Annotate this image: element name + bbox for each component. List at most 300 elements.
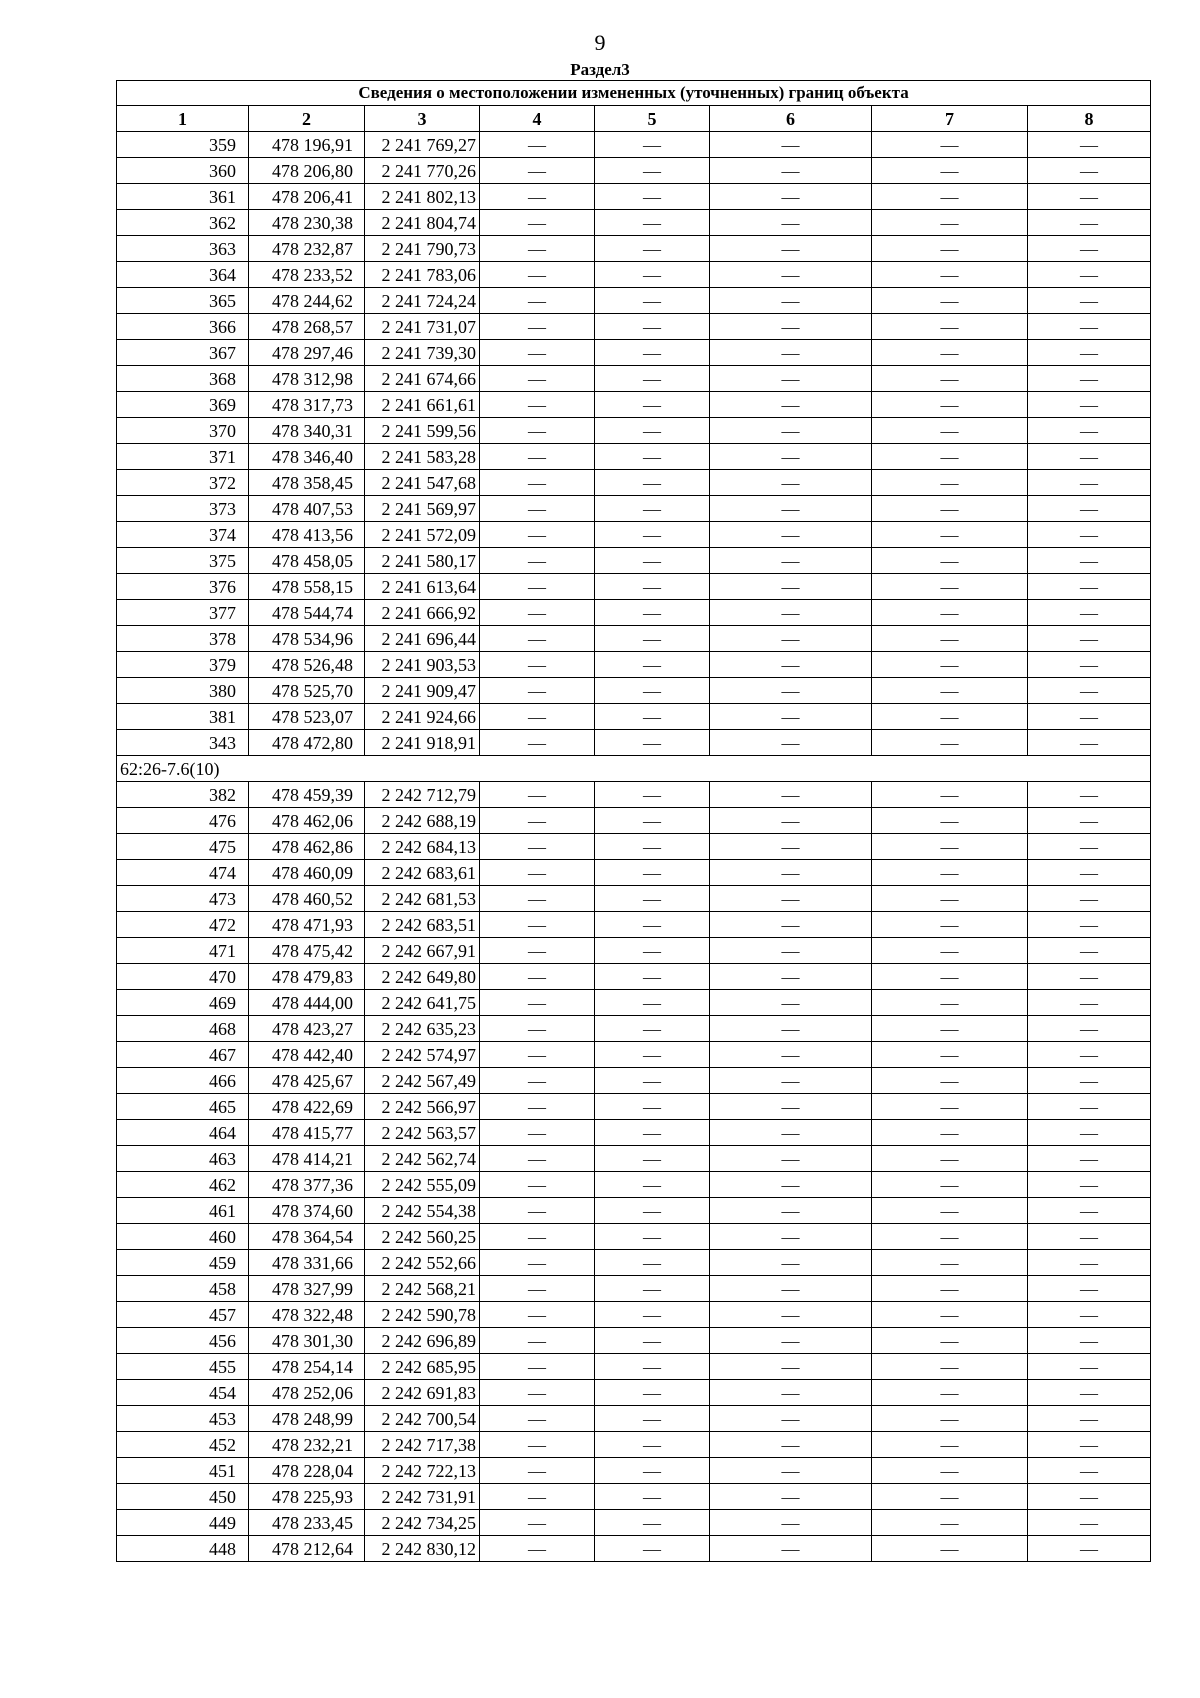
x-coordinate-cell: 478 233,45	[249, 1510, 365, 1536]
empty-value-dash: —	[595, 548, 710, 574]
point-number-cell: 455	[117, 1354, 249, 1380]
empty-value-dash: —	[710, 418, 872, 444]
point-number-cell: 451	[117, 1458, 249, 1484]
empty-value-dash: —	[595, 132, 710, 158]
y-coordinate-cell: 2 242 696,89	[365, 1328, 480, 1354]
empty-value-dash: —	[1028, 1536, 1151, 1562]
empty-value-dash: —	[872, 652, 1028, 678]
empty-value-dash: —	[872, 314, 1028, 340]
point-number-cell: 460	[117, 1224, 249, 1250]
empty-value-dash: —	[480, 1172, 595, 1198]
empty-value-dash: —	[710, 262, 872, 288]
point-number-cell: 473	[117, 886, 249, 912]
point-number-cell: 465	[117, 1094, 249, 1120]
point-number-cell: 362	[117, 210, 249, 236]
y-coordinate-cell: 2 242 712,79	[365, 782, 480, 808]
empty-value-dash: —	[595, 496, 710, 522]
empty-value-dash: —	[480, 1094, 595, 1120]
column-header: 8	[1028, 106, 1151, 132]
empty-value-dash: —	[595, 1432, 710, 1458]
empty-value-dash: —	[872, 1120, 1028, 1146]
empty-value-dash: —	[480, 1432, 595, 1458]
empty-value-dash: —	[872, 288, 1028, 314]
empty-value-dash: —	[480, 574, 595, 600]
empty-value-dash: —	[1028, 626, 1151, 652]
empty-value-dash: —	[1028, 1510, 1151, 1536]
x-coordinate-cell: 478 248,99	[249, 1406, 365, 1432]
x-coordinate-cell: 478 425,67	[249, 1068, 365, 1094]
empty-value-dash: —	[1028, 860, 1151, 886]
point-number-cell: 373	[117, 496, 249, 522]
x-coordinate-cell: 478 212,64	[249, 1536, 365, 1562]
x-coordinate-cell: 478 312,98	[249, 366, 365, 392]
empty-value-dash: —	[710, 652, 872, 678]
empty-value-dash: —	[480, 600, 595, 626]
y-coordinate-cell: 2 241 547,68	[365, 470, 480, 496]
empty-value-dash: —	[872, 1250, 1028, 1276]
empty-value-dash: —	[710, 1146, 872, 1172]
x-coordinate-cell: 478 364,54	[249, 1224, 365, 1250]
empty-value-dash: —	[595, 1484, 710, 1510]
empty-value-dash: —	[710, 1510, 872, 1536]
empty-value-dash: —	[1028, 1094, 1151, 1120]
x-coordinate-cell: 478 254,14	[249, 1354, 365, 1380]
column-header: 5	[595, 106, 710, 132]
y-coordinate-cell: 2 242 649,80	[365, 964, 480, 990]
y-coordinate-cell: 2 242 574,97	[365, 1042, 480, 1068]
empty-value-dash: —	[710, 626, 872, 652]
empty-value-dash: —	[595, 1458, 710, 1484]
empty-value-dash: —	[1028, 288, 1151, 314]
empty-value-dash: —	[872, 704, 1028, 730]
point-number-cell: 361	[117, 184, 249, 210]
empty-value-dash: —	[710, 1224, 872, 1250]
table-row	[117, 912, 1151, 938]
point-number-cell: 457	[117, 1302, 249, 1328]
empty-value-dash: —	[480, 860, 595, 886]
empty-value-dash: —	[595, 730, 710, 756]
empty-value-dash: —	[1028, 912, 1151, 938]
y-coordinate-cell: 2 242 566,97	[365, 1094, 480, 1120]
point-number-cell: 381	[117, 704, 249, 730]
y-coordinate-cell: 2 242 641,75	[365, 990, 480, 1016]
empty-value-dash: —	[480, 1380, 595, 1406]
empty-value-dash: —	[1028, 392, 1151, 418]
empty-value-dash: —	[595, 522, 710, 548]
table-row	[117, 730, 1151, 756]
empty-value-dash: —	[872, 1354, 1028, 1380]
empty-value-dash: —	[1028, 1042, 1151, 1068]
empty-value-dash: —	[480, 262, 595, 288]
empty-value-dash: —	[1028, 834, 1151, 860]
table-row	[117, 340, 1151, 366]
empty-value-dash: —	[480, 1042, 595, 1068]
empty-value-dash: —	[480, 1510, 595, 1536]
x-coordinate-cell: 478 327,99	[249, 1276, 365, 1302]
empty-value-dash: —	[480, 808, 595, 834]
point-number-cell: 364	[117, 262, 249, 288]
empty-value-dash: —	[710, 1536, 872, 1562]
empty-value-dash: —	[595, 782, 710, 808]
empty-value-dash: —	[1028, 1406, 1151, 1432]
empty-value-dash: —	[595, 886, 710, 912]
empty-value-dash: —	[595, 1276, 710, 1302]
table-row	[117, 808, 1151, 834]
empty-value-dash: —	[480, 1016, 595, 1042]
empty-value-dash: —	[595, 1354, 710, 1380]
empty-value-dash: —	[710, 1120, 872, 1146]
table-row	[117, 1276, 1151, 1302]
empty-value-dash: —	[872, 1432, 1028, 1458]
empty-value-dash: —	[1028, 600, 1151, 626]
empty-value-dash: —	[710, 834, 872, 860]
empty-value-dash: —	[1028, 522, 1151, 548]
y-coordinate-cell: 2 242 685,95	[365, 1354, 480, 1380]
point-number-cell: 456	[117, 1328, 249, 1354]
point-number-cell: 382	[117, 782, 249, 808]
point-number-cell: 454	[117, 1380, 249, 1406]
empty-value-dash: —	[480, 1458, 595, 1484]
column-header: 1	[117, 106, 249, 132]
empty-value-dash: —	[710, 912, 872, 938]
x-coordinate-cell: 478 407,53	[249, 496, 365, 522]
y-coordinate-cell: 2 241 572,09	[365, 522, 480, 548]
empty-value-dash: —	[710, 1068, 872, 1094]
empty-value-dash: —	[1028, 1016, 1151, 1042]
empty-value-dash: —	[1028, 808, 1151, 834]
empty-value-dash: —	[872, 990, 1028, 1016]
empty-value-dash: —	[872, 938, 1028, 964]
y-coordinate-cell: 2 241 613,64	[365, 574, 480, 600]
x-coordinate-cell: 478 244,62	[249, 288, 365, 314]
empty-value-dash: —	[710, 366, 872, 392]
column-header: 2	[249, 106, 365, 132]
x-coordinate-cell: 478 297,46	[249, 340, 365, 366]
empty-value-dash: —	[480, 1068, 595, 1094]
empty-value-dash: —	[595, 1068, 710, 1094]
empty-value-dash: —	[872, 1458, 1028, 1484]
empty-value-dash: —	[1028, 314, 1151, 340]
x-coordinate-cell: 478 415,77	[249, 1120, 365, 1146]
empty-value-dash: —	[595, 1406, 710, 1432]
empty-value-dash: —	[480, 886, 595, 912]
point-number-cell: 464	[117, 1120, 249, 1146]
empty-value-dash: —	[710, 548, 872, 574]
point-number-cell: 367	[117, 340, 249, 366]
y-coordinate-cell: 2 242 635,23	[365, 1016, 480, 1042]
x-coordinate-cell: 478 459,39	[249, 782, 365, 808]
empty-value-dash: —	[1028, 366, 1151, 392]
empty-value-dash: —	[595, 938, 710, 964]
x-coordinate-cell: 478 423,27	[249, 1016, 365, 1042]
empty-value-dash: —	[710, 1354, 872, 1380]
x-coordinate-cell: 478 534,96	[249, 626, 365, 652]
point-number-cell: 380	[117, 678, 249, 704]
table-row	[117, 548, 1151, 574]
empty-value-dash: —	[1028, 1172, 1151, 1198]
empty-value-dash: —	[872, 1276, 1028, 1302]
x-coordinate-cell: 478 233,52	[249, 262, 365, 288]
empty-value-dash: —	[595, 1302, 710, 1328]
y-coordinate-cell: 2 242 667,91	[365, 938, 480, 964]
x-coordinate-cell: 478 252,06	[249, 1380, 365, 1406]
point-number-cell: 467	[117, 1042, 249, 1068]
empty-value-dash: —	[1028, 418, 1151, 444]
empty-value-dash: —	[872, 1328, 1028, 1354]
empty-value-dash: —	[710, 1380, 872, 1406]
y-coordinate-cell: 2 242 568,21	[365, 1276, 480, 1302]
empty-value-dash: —	[710, 496, 872, 522]
y-coordinate-cell: 2 241 909,47	[365, 678, 480, 704]
empty-value-dash: —	[480, 210, 595, 236]
point-number-cell: 452	[117, 1432, 249, 1458]
table-row	[117, 1146, 1151, 1172]
table-row	[117, 236, 1151, 262]
table-group-row	[117, 756, 1151, 782]
empty-value-dash: —	[480, 470, 595, 496]
empty-value-dash: —	[1028, 938, 1151, 964]
table-caption: Сведения о местоположении измененных (уточненных) границ объекта	[117, 81, 1151, 106]
table-row	[117, 834, 1151, 860]
point-number-cell: 466	[117, 1068, 249, 1094]
empty-value-dash: —	[1028, 1146, 1151, 1172]
y-coordinate-cell: 2 241 599,56	[365, 418, 480, 444]
table-caption-row	[117, 81, 1151, 106]
x-coordinate-cell: 478 414,21	[249, 1146, 365, 1172]
empty-value-dash: —	[710, 444, 872, 470]
point-number-cell: 461	[117, 1198, 249, 1224]
empty-value-dash: —	[595, 860, 710, 886]
x-coordinate-cell: 478 422,69	[249, 1094, 365, 1120]
empty-value-dash: —	[710, 1302, 872, 1328]
empty-value-dash: —	[710, 184, 872, 210]
empty-value-dash: —	[595, 1042, 710, 1068]
y-coordinate-cell: 2 241 790,73	[365, 236, 480, 262]
empty-value-dash: —	[710, 1042, 872, 1068]
empty-value-dash: —	[872, 444, 1028, 470]
empty-value-dash: —	[872, 1406, 1028, 1432]
empty-value-dash: —	[595, 1536, 710, 1562]
empty-value-dash: —	[595, 678, 710, 704]
empty-value-dash: —	[710, 1172, 872, 1198]
empty-value-dash: —	[710, 1328, 872, 1354]
empty-value-dash: —	[710, 938, 872, 964]
point-number-cell: 450	[117, 1484, 249, 1510]
empty-value-dash: —	[595, 1198, 710, 1224]
point-number-cell: 377	[117, 600, 249, 626]
y-coordinate-cell: 2 241 739,30	[365, 340, 480, 366]
empty-value-dash: —	[480, 1302, 595, 1328]
empty-value-dash: —	[480, 1276, 595, 1302]
empty-value-dash: —	[480, 626, 595, 652]
empty-value-dash: —	[480, 1484, 595, 1510]
empty-value-dash: —	[1028, 964, 1151, 990]
point-number-cell: 476	[117, 808, 249, 834]
empty-value-dash: —	[872, 1198, 1028, 1224]
point-number-cell: 469	[117, 990, 249, 1016]
empty-value-dash: —	[595, 1510, 710, 1536]
point-number-cell: 375	[117, 548, 249, 574]
point-number-cell: 371	[117, 444, 249, 470]
empty-value-dash: —	[595, 574, 710, 600]
empty-value-dash: —	[480, 990, 595, 1016]
x-coordinate-cell: 478 232,21	[249, 1432, 365, 1458]
point-number-cell: 379	[117, 652, 249, 678]
empty-value-dash: —	[710, 1250, 872, 1276]
x-coordinate-cell: 478 479,83	[249, 964, 365, 990]
x-coordinate-cell: 478 232,87	[249, 236, 365, 262]
x-coordinate-cell: 478 525,70	[249, 678, 365, 704]
y-coordinate-cell: 2 242 554,38	[365, 1198, 480, 1224]
x-coordinate-cell: 478 462,06	[249, 808, 365, 834]
x-coordinate-cell: 478 413,56	[249, 522, 365, 548]
table-row	[117, 1328, 1151, 1354]
table-header-row	[117, 106, 1151, 132]
table-row	[117, 860, 1151, 886]
table-row	[117, 990, 1151, 1016]
empty-value-dash: —	[595, 314, 710, 340]
empty-value-dash: —	[595, 236, 710, 262]
empty-value-dash: —	[1028, 730, 1151, 756]
empty-value-dash: —	[710, 860, 872, 886]
empty-value-dash: —	[1028, 158, 1151, 184]
empty-value-dash: —	[1028, 1380, 1151, 1406]
empty-value-dash: —	[480, 1224, 595, 1250]
empty-value-dash: —	[1028, 886, 1151, 912]
point-number-cell: 458	[117, 1276, 249, 1302]
empty-value-dash: —	[595, 964, 710, 990]
empty-value-dash: —	[1028, 990, 1151, 1016]
x-coordinate-cell: 478 346,40	[249, 444, 365, 470]
table-row	[117, 1458, 1151, 1484]
table-row	[117, 1172, 1151, 1198]
table-row	[117, 366, 1151, 392]
empty-value-dash: —	[480, 392, 595, 418]
empty-value-dash: —	[872, 470, 1028, 496]
empty-value-dash: —	[710, 964, 872, 990]
empty-value-dash: —	[872, 678, 1028, 704]
x-coordinate-cell: 478 377,36	[249, 1172, 365, 1198]
point-number-cell: 463	[117, 1146, 249, 1172]
empty-value-dash: —	[710, 886, 872, 912]
empty-value-dash: —	[872, 1172, 1028, 1198]
empty-value-dash: —	[1028, 1328, 1151, 1354]
x-coordinate-cell: 478 444,00	[249, 990, 365, 1016]
empty-value-dash: —	[595, 366, 710, 392]
table-row	[117, 496, 1151, 522]
empty-value-dash: —	[872, 210, 1028, 236]
empty-value-dash: —	[1028, 652, 1151, 678]
y-coordinate-cell: 2 241 661,61	[365, 392, 480, 418]
empty-value-dash: —	[1028, 1198, 1151, 1224]
empty-value-dash: —	[872, 548, 1028, 574]
empty-value-dash: —	[480, 444, 595, 470]
empty-value-dash: —	[872, 1068, 1028, 1094]
y-coordinate-cell: 2 242 552,66	[365, 1250, 480, 1276]
empty-value-dash: —	[480, 912, 595, 938]
x-coordinate-cell: 478 225,93	[249, 1484, 365, 1510]
y-coordinate-cell: 2 242 560,25	[365, 1224, 480, 1250]
empty-value-dash: —	[480, 158, 595, 184]
empty-value-dash: —	[872, 262, 1028, 288]
table-row	[117, 184, 1151, 210]
empty-value-dash: —	[595, 1250, 710, 1276]
empty-value-dash: —	[710, 730, 872, 756]
point-number-cell: 468	[117, 1016, 249, 1042]
empty-value-dash: —	[595, 444, 710, 470]
y-coordinate-cell: 2 241 731,07	[365, 314, 480, 340]
table-row	[117, 1536, 1151, 1562]
empty-value-dash: —	[710, 314, 872, 340]
empty-value-dash: —	[872, 132, 1028, 158]
point-number-cell: 474	[117, 860, 249, 886]
x-coordinate-cell: 478 206,41	[249, 184, 365, 210]
table-row	[117, 132, 1151, 158]
point-number-cell: 462	[117, 1172, 249, 1198]
y-coordinate-cell: 2 241 769,27	[365, 132, 480, 158]
x-coordinate-cell: 478 526,48	[249, 652, 365, 678]
y-coordinate-cell: 2 241 804,74	[365, 210, 480, 236]
y-coordinate-cell: 2 241 802,13	[365, 184, 480, 210]
y-coordinate-cell: 2 241 724,24	[365, 288, 480, 314]
empty-value-dash: —	[872, 1380, 1028, 1406]
table-row	[117, 288, 1151, 314]
empty-value-dash: —	[710, 470, 872, 496]
empty-value-dash: —	[1028, 1068, 1151, 1094]
empty-value-dash: —	[872, 392, 1028, 418]
section-title: Раздел3	[570, 60, 630, 79]
empty-value-dash: —	[710, 288, 872, 314]
empty-value-dash: —	[872, 808, 1028, 834]
y-coordinate-cell: 2 241 696,44	[365, 626, 480, 652]
y-coordinate-cell: 2 241 666,92	[365, 600, 480, 626]
point-number-cell: 363	[117, 236, 249, 262]
point-number-cell: 372	[117, 470, 249, 496]
x-coordinate-cell: 478 340,31	[249, 418, 365, 444]
empty-value-dash: —	[1028, 340, 1151, 366]
empty-value-dash: —	[480, 184, 595, 210]
empty-value-dash: —	[1028, 470, 1151, 496]
empty-value-dash: —	[710, 1484, 872, 1510]
point-number-cell: 365	[117, 288, 249, 314]
empty-value-dash: —	[480, 522, 595, 548]
empty-value-dash: —	[1028, 210, 1151, 236]
x-coordinate-cell: 478 458,05	[249, 548, 365, 574]
point-number-cell: 343	[117, 730, 249, 756]
x-coordinate-cell: 478 523,07	[249, 704, 365, 730]
empty-value-dash: —	[872, 522, 1028, 548]
empty-value-dash: —	[595, 1380, 710, 1406]
empty-value-dash: —	[480, 1328, 595, 1354]
empty-value-dash: —	[872, 1224, 1028, 1250]
empty-value-dash: —	[480, 1354, 595, 1380]
point-number-cell: 378	[117, 626, 249, 652]
table-row	[117, 1250, 1151, 1276]
empty-value-dash: —	[1028, 1432, 1151, 1458]
table-row	[117, 418, 1151, 444]
empty-value-dash: —	[480, 1146, 595, 1172]
empty-value-dash: —	[595, 470, 710, 496]
x-coordinate-cell: 478 462,86	[249, 834, 365, 860]
x-coordinate-cell: 478 317,73	[249, 392, 365, 418]
empty-value-dash: —	[1028, 678, 1151, 704]
x-coordinate-cell: 478 230,38	[249, 210, 365, 236]
empty-value-dash: —	[872, 860, 1028, 886]
table-row	[117, 1120, 1151, 1146]
table-row	[117, 938, 1151, 964]
empty-value-dash: —	[480, 1120, 595, 1146]
table-row	[117, 210, 1151, 236]
